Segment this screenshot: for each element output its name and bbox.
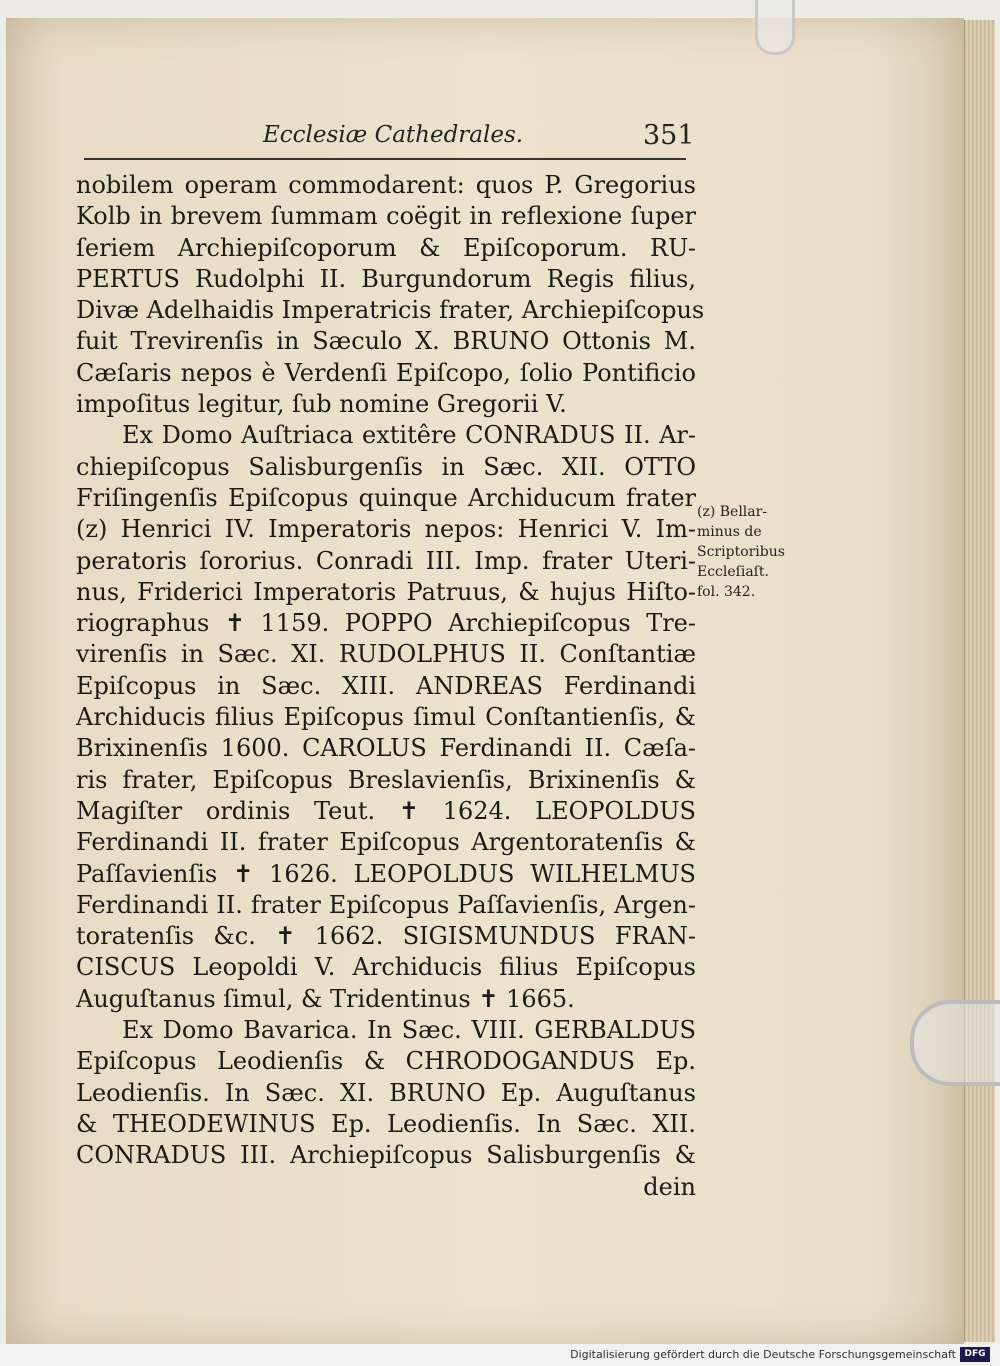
side-clip	[910, 1000, 1000, 1086]
text-line: Ex Domo Auſtriaca extitêre CONRADUS II. Ar-	[122, 421, 696, 450]
catchword: dein	[643, 1172, 696, 1201]
text-line: nus, Friderici Imperatoris Patruus, & hujus Hiſto-	[76, 577, 696, 606]
text-line: (z) Henrici IV. Imperatoris nepos: Henrici V. Im-	[76, 515, 696, 544]
text-line: CONRADUS III. Archiepiſcopus Salisburgenſis &	[76, 1141, 696, 1170]
text-line: fuit Trevirenſis in Sæculo X. BRUNO Ottonis M.	[76, 327, 696, 356]
text-line: riographus ✝ 1159. POPPO Archiepiſcopus Tre-	[76, 609, 696, 638]
text-line: Magiſter ordinis Teut. ✝ 1624. LEOPOLDUS	[76, 796, 696, 825]
text-line: Epiſcopus Leodienſis & CHRODOGANDUS Ep.	[76, 1047, 696, 1076]
marginal-note-line: Eccleſiaſt.	[697, 564, 769, 580]
text-line: toratenſis &c. ✝ 1662. SIGISMUNDUS FRAN-	[76, 922, 696, 951]
text-line: ſeriem Archiepiſcoporum & Epiſcoporum. RU-	[76, 233, 696, 262]
marginal-note-line: Scriptoribus	[697, 544, 785, 560]
text-line: chiepiſcopus Salisburgenſis in Sæc. XII. OTTO	[76, 452, 696, 481]
text-line: PERTUS Rudolphi II. Burgundorum Regis filius,	[76, 264, 696, 293]
running-head: Ecclesiæ Cathedrales.	[263, 122, 524, 148]
marginal-note-line: fol. 342.	[697, 584, 756, 600]
text-line: peratoris ſororius. Conradi III. Imp. frater Uteri-	[76, 546, 696, 575]
text-line: Brixinenſis 1600. CAROLUS Ferdinandi II. Cæſa-	[76, 734, 696, 763]
text-line: ris frater, Epiſcopus Breslavienſis, Brixinenſis &	[76, 765, 696, 794]
marginal-note-line: minus de	[697, 524, 762, 540]
digitization-footer	[0, 1344, 1000, 1366]
footer-credit: Digitalisierung gefördert durch die Deutsche Forschungsgemeinschaft	[570, 1348, 956, 1361]
text-line: Ferdinandi II. frater Epiſcopus Paſſavienſis, Argen-	[76, 890, 696, 919]
text-line: Archiducis filius Epiſcopus ſimul Conſtantienſis, &	[76, 703, 696, 732]
text-line: Friſingenſis Epiſcopus quinque Archiducum frater	[76, 483, 696, 512]
text-line: impoſitus legitur, ſub nomine Gregorii V.	[76, 390, 567, 419]
text-line: Auguſtanus ſimul, & Tridentinus ✝ 1665.	[76, 984, 575, 1013]
text-line: Paſſavienſis ✝ 1626. LEOPOLDUS WILHELMUS	[76, 859, 696, 888]
header-rule	[84, 158, 686, 160]
dfg-logo: DFG	[960, 1347, 990, 1362]
text-line: nobilem operam commodarent: quos P. Gregorius	[76, 171, 696, 199]
text-line: Epiſcopus in Sæc. XIII. ANDREAS Ferdinandi	[76, 671, 696, 700]
page-stack-edge	[964, 20, 995, 1342]
text-line: Kolb in brevem ſummam coëgit in reflexione ſuper	[76, 202, 696, 231]
top-clip	[755, 0, 795, 55]
marginal-note-line: (z) Bellar-	[697, 504, 768, 520]
body-text	[76, 170, 705, 1203]
text-line: Ex Domo Bavarica. In Sæc. VIII. GERBALDUS	[122, 1016, 696, 1045]
text-line: Ferdinandi II. frater Epiſcopus Argentoratenſis &	[76, 828, 696, 857]
text-line: CISCUS Leopoldi V. Archiducis filius Epiſcopus	[76, 953, 696, 982]
page-number: 351	[643, 120, 695, 151]
text-line: Leodienſis. In Sæc. XI. BRUNO Ep. Auguſtanus	[76, 1078, 696, 1107]
text-line: Cæſaris nepos è Verdenſi Epiſcopo, ſolio Pontificio	[76, 358, 696, 387]
text-line: & THEODEWINUS Ep. Leodienſis. In Sæc. XII.	[76, 1109, 696, 1138]
marginal-note	[697, 502, 807, 602]
text-line: virenſis in Sæc. XI. RUDOLPHUS II. Conſtantiæ	[76, 640, 696, 669]
text-line: Divæ Adelhaidis Imperatricis frater, Archiepiſcopus	[76, 296, 705, 325]
